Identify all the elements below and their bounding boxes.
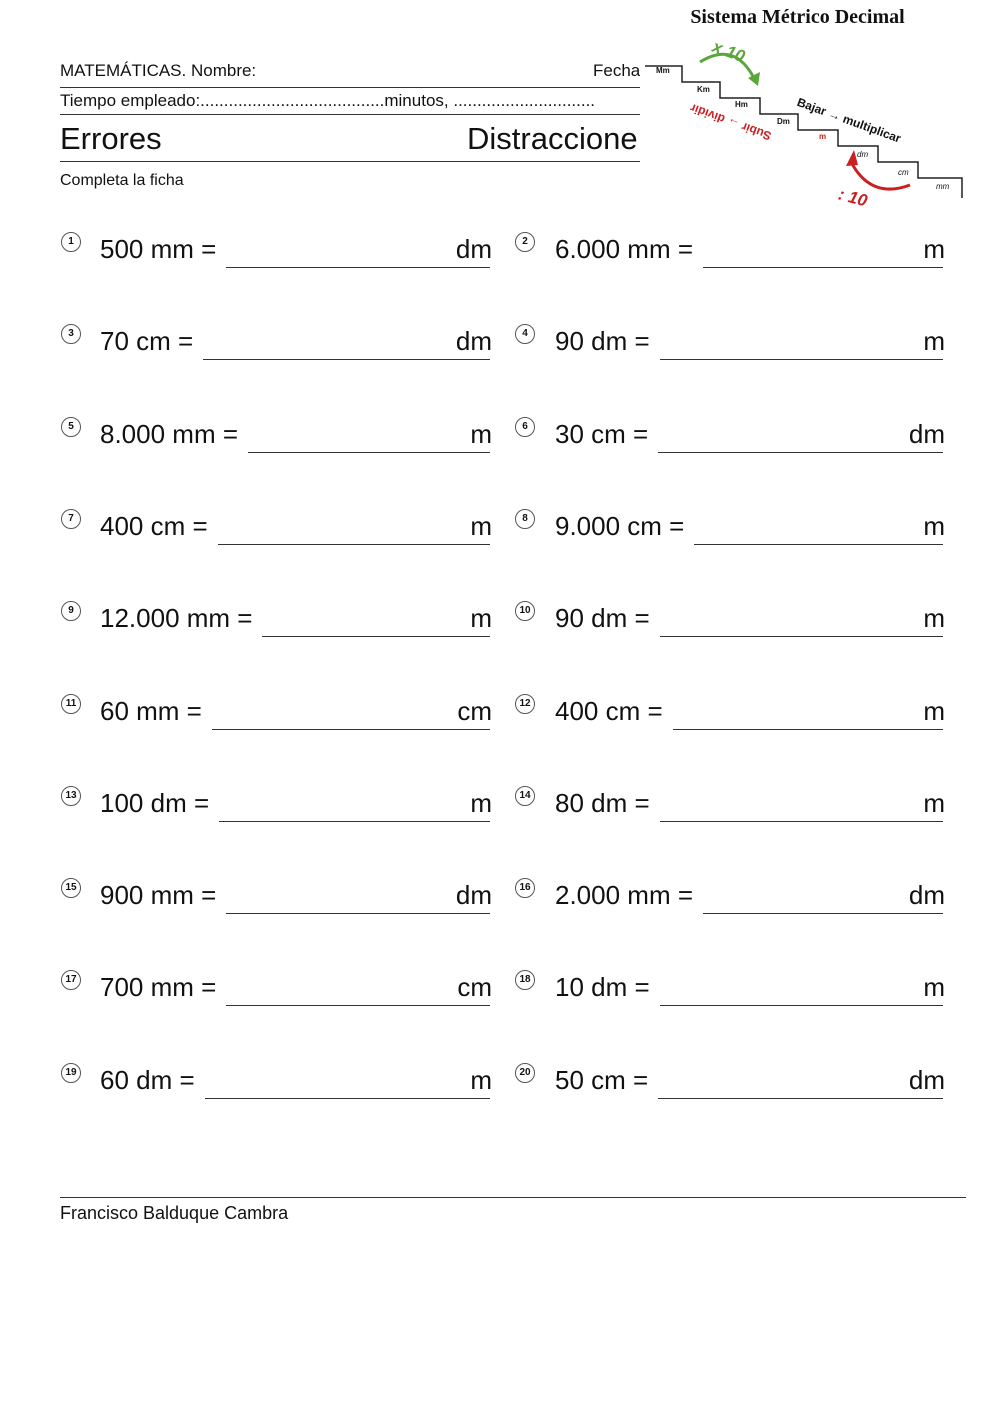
errors-line <box>60 161 640 162</box>
exercise-number: 20 <box>515 1063 535 1083</box>
step-label-mm: mm <box>936 182 950 191</box>
target-unit: dm <box>455 326 492 357</box>
step-label-km: Km <box>697 85 710 94</box>
answer-blank[interactable] <box>226 913 490 914</box>
exercise-number: 6 <box>515 417 535 437</box>
down-arrow: → <box>826 106 843 124</box>
exercise-question: 50 cm = <box>555 1064 649 1095</box>
answer-blank[interactable] <box>660 821 943 822</box>
target-unit: m <box>470 603 492 634</box>
exercise-number: 1 <box>61 232 81 252</box>
exercise-question: 700 mm = <box>100 972 217 1003</box>
target-unit: m <box>923 326 945 357</box>
exercise-question: 8.000 mm = <box>100 418 239 449</box>
target-unit: m <box>470 510 492 541</box>
exercise-number: 19 <box>61 1063 81 1083</box>
exercise-question: 30 cm = <box>555 418 649 449</box>
target-unit: m <box>923 510 945 541</box>
exercise-question: 80 dm = <box>555 787 650 818</box>
answer-blank[interactable] <box>219 821 490 822</box>
exercise-number: 3 <box>61 324 81 344</box>
target-unit: m <box>470 1064 492 1095</box>
target-unit: m <box>470 418 492 449</box>
exercise-number: 11 <box>61 694 81 714</box>
exercise-question: 400 cm = <box>100 510 208 541</box>
answer-blank[interactable] <box>658 452 943 453</box>
answer-blank[interactable] <box>203 359 490 360</box>
step-label-cm: cm <box>898 168 909 177</box>
answer-blank[interactable] <box>658 1098 943 1099</box>
subject-name-label: MATEMÁTICAS. Nombre: <box>60 61 257 80</box>
exercise-question: 500 mm = <box>100 234 217 264</box>
name-line <box>60 87 640 88</box>
answer-blank[interactable] <box>212 729 490 730</box>
exercise-number: 4 <box>515 324 535 344</box>
target-unit: cm <box>457 695 492 726</box>
answer-blank[interactable] <box>226 1005 490 1006</box>
target-unit: dm <box>908 1064 945 1095</box>
footer-line <box>60 1197 966 1198</box>
exercise-number: 14 <box>515 786 535 806</box>
exercise-number: 12 <box>515 694 535 714</box>
step-label-m: m <box>819 132 827 141</box>
exercise-question: 100 dm = <box>100 787 210 818</box>
step-label-dm: dm <box>857 150 869 159</box>
exercise-number: 13 <box>61 786 81 806</box>
exercise-number: 16 <box>515 878 535 898</box>
answer-blank[interactable] <box>226 267 490 268</box>
instructions: Completa la ficha <box>60 172 184 189</box>
up-arrow: → <box>725 114 742 132</box>
exercise-question: 60 mm = <box>100 695 202 726</box>
exercise-question: 60 dm = <box>100 1064 195 1095</box>
exercise-question: 12.000 mm = <box>100 603 253 634</box>
down-word: Bajar <box>795 95 829 119</box>
answer-blank[interactable] <box>660 359 943 360</box>
answer-blank[interactable] <box>218 544 490 545</box>
answer-blank[interactable] <box>248 452 490 453</box>
exercise-number: 2 <box>515 232 535 252</box>
answer-blank[interactable] <box>673 729 943 730</box>
exercise-question: 2.000 mm = <box>555 880 694 911</box>
target-unit: m <box>923 603 945 634</box>
up-word: Subir <box>739 119 774 144</box>
author-name: Francisco Balduque Cambra <box>60 1203 289 1223</box>
divide-by-ten: : 10 <box>836 184 870 211</box>
answer-blank[interactable] <box>703 267 943 268</box>
target-unit: m <box>923 234 945 264</box>
answer-blank[interactable] <box>694 544 943 545</box>
step-label-mm-myria: Mm <box>656 66 670 75</box>
answer-blank[interactable] <box>660 636 943 637</box>
exercise-question: 900 mm = <box>100 880 217 911</box>
exercise-number: 10 <box>515 601 535 621</box>
up-action: dividir <box>688 100 727 127</box>
target-unit: cm <box>457 972 492 1003</box>
exercise-question: 90 dm = <box>555 326 650 357</box>
target-unit: dm <box>455 234 492 264</box>
exercise-question: 9.000 cm = <box>555 510 685 541</box>
exercise-question: 70 cm = <box>100 326 194 357</box>
target-unit: m <box>923 695 945 726</box>
target-unit: m <box>923 972 945 1003</box>
target-unit: m <box>923 787 945 818</box>
down-action: multiplicar <box>840 111 903 146</box>
exercise-number: 17 <box>61 970 81 990</box>
exercise-question: 10 dm = <box>555 972 650 1003</box>
exercise-number: 7 <box>61 509 81 529</box>
metric-system-diagram <box>640 0 1000 215</box>
time-spent-label: Tiempo empleado:.......................................minutos, .............................. <box>60 91 596 110</box>
distractions-label: Distraccione <box>467 121 638 156</box>
date-label: Fecha <box>593 61 641 80</box>
multiply-by-ten: x 10 <box>709 36 748 67</box>
answer-blank[interactable] <box>660 1005 943 1006</box>
answer-blank[interactable] <box>262 636 490 637</box>
exercise-question: 6.000 mm = <box>555 234 694 264</box>
exercise-number: 9 <box>61 601 81 621</box>
time-line <box>60 114 640 115</box>
exercise-question: 400 cm = <box>555 695 663 726</box>
exercise-number: 5 <box>61 417 81 437</box>
exercise-number: 18 <box>515 970 535 990</box>
exercise-number: 8 <box>515 509 535 529</box>
target-unit: dm <box>908 418 945 449</box>
diagram-title: Sistema Métrico Decimal <box>690 6 905 28</box>
target-unit: m <box>470 787 492 818</box>
step-label-hm: Hm <box>735 100 748 109</box>
exercise-number: 15 <box>61 878 81 898</box>
answer-blank[interactable] <box>703 913 943 914</box>
target-unit: dm <box>455 880 492 911</box>
errors-label: Errores <box>60 121 162 156</box>
answer-blank[interactable] <box>205 1098 490 1099</box>
target-unit: dm <box>908 880 945 911</box>
step-label-dam: Dm <box>777 117 790 126</box>
exercise-question: 90 dm = <box>555 603 650 634</box>
